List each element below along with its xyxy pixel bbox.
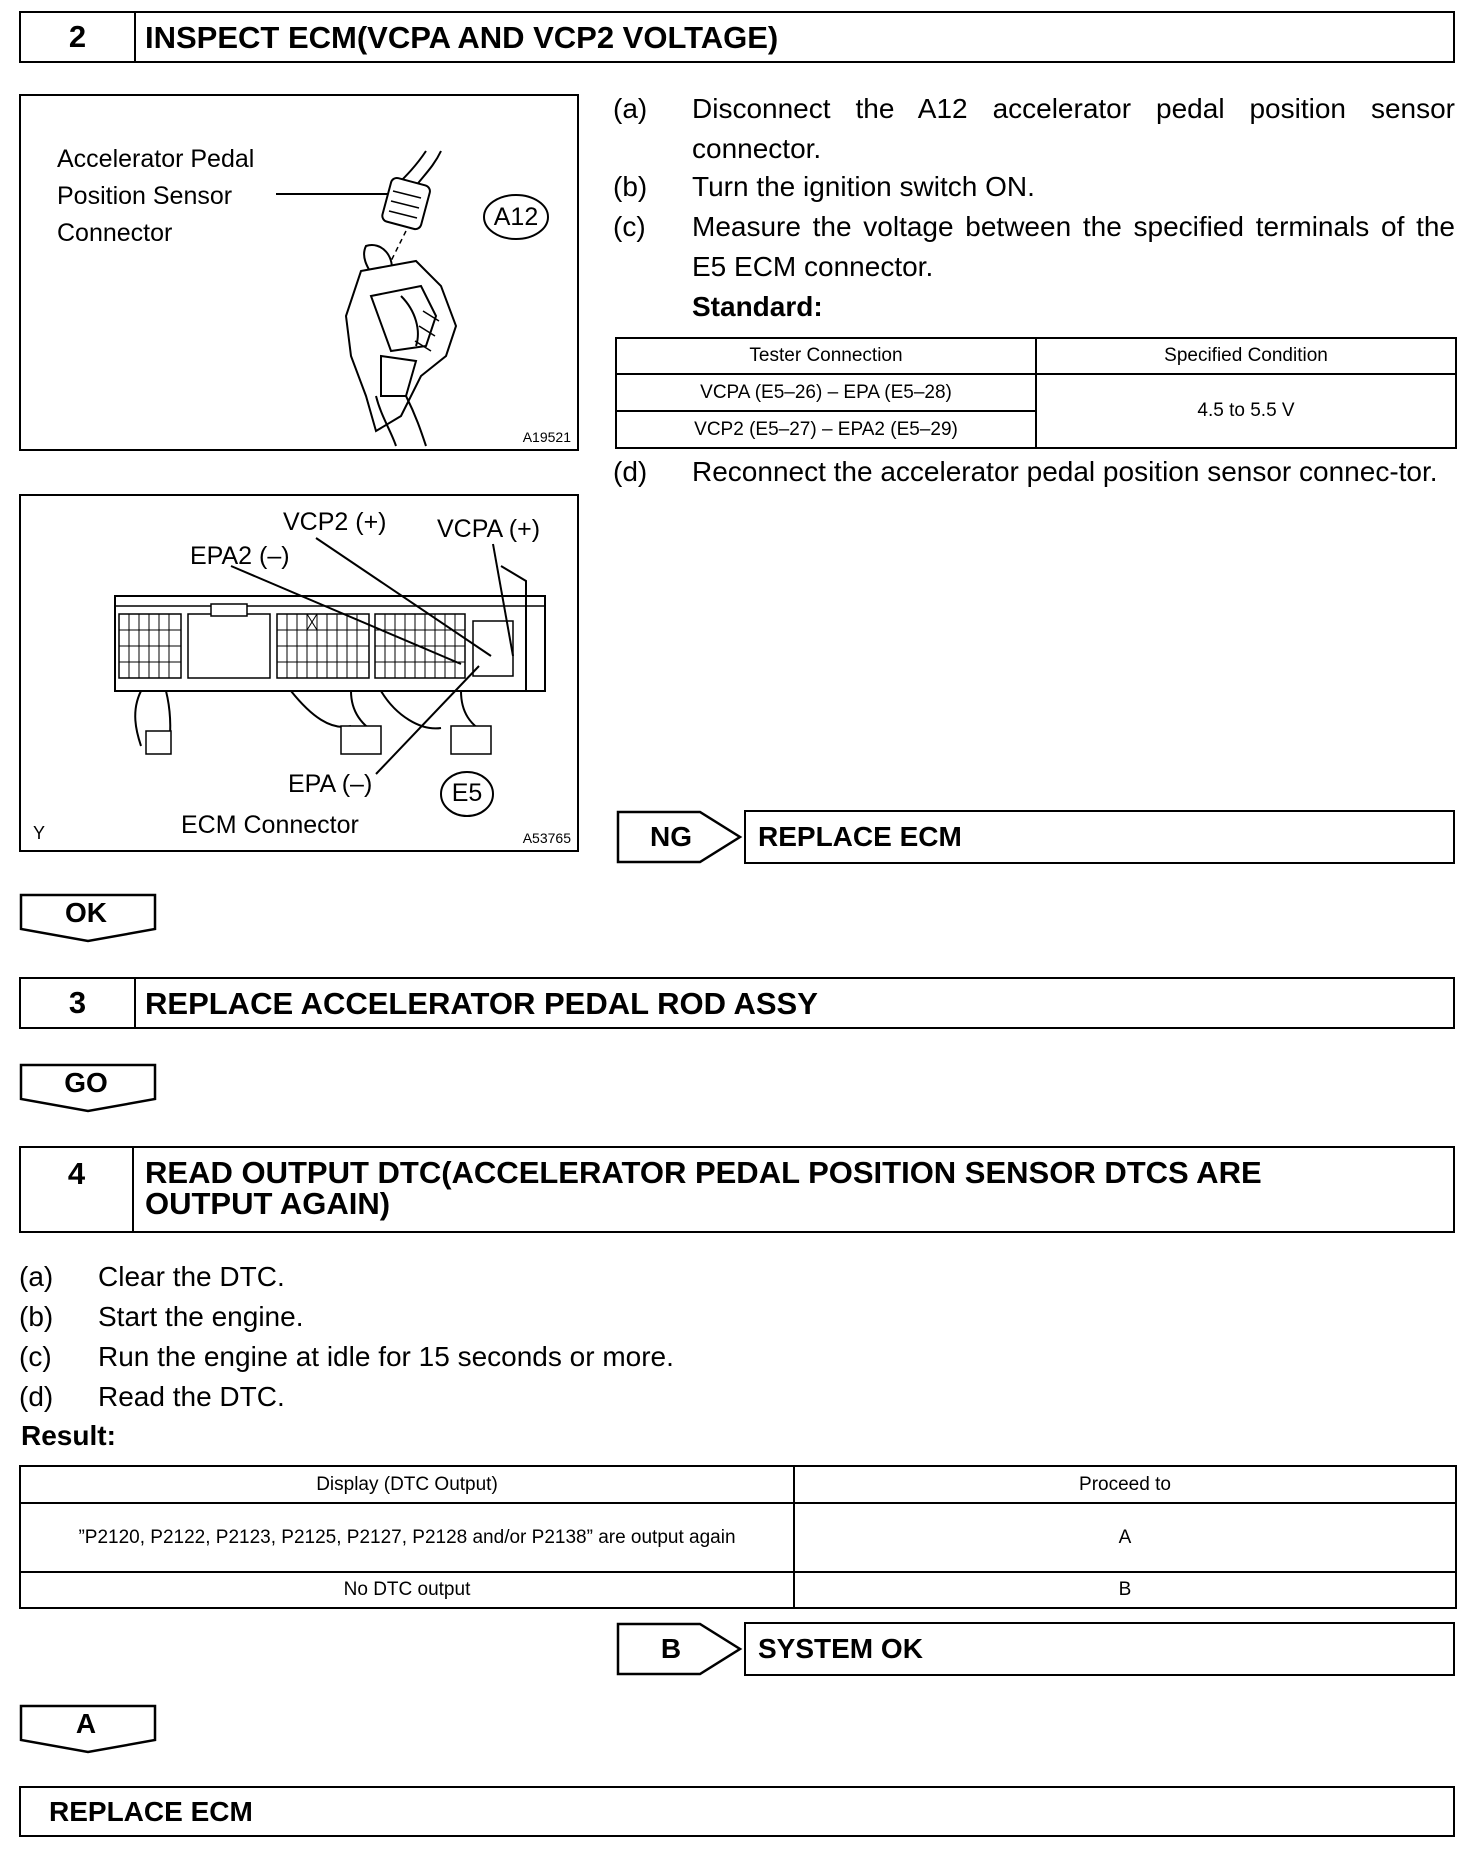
ecm-connector-caption: ECM Connector: [181, 811, 359, 839]
step-title-line1: READ OUTPUT DTC(ACCELERATOR PEDAL POSITION SENSOR DTCS ARE: [145, 1155, 1262, 1190]
instruction-a: [613, 89, 1455, 169]
step-title: INSPECT ECM(VCPA AND VCP2 VOLTAGE): [145, 19, 779, 55]
step-2-header: [19, 11, 1455, 63]
result-table: [19, 1465, 1457, 1609]
step-number: 4: [21, 1148, 134, 1231]
instruction-text: Read the DTC.: [98, 1381, 285, 1412]
instruction-b: [613, 167, 1455, 207]
ng-label: NG: [650, 821, 692, 852]
epa2-terminal-label: EPA2 (–): [190, 542, 290, 570]
go-label: GO: [64, 1067, 108, 1098]
standard-label: Standard:: [692, 291, 823, 322]
instruction-text: Run the engine at idle for 15 seconds or more.: [98, 1341, 674, 1372]
step-3-header: [19, 977, 1455, 1029]
figure-label-line3: Connector: [57, 219, 173, 247]
instruction-text: Reconnect the accelerator pedal position sensor connec-tor.: [692, 456, 1438, 487]
step4-instruction-b: [19, 1297, 1019, 1337]
step4-instruction-d: [19, 1377, 1019, 1417]
result-label: Result:: [21, 1420, 116, 1451]
table-cell: VCP2 (E5–27) – EPA2 (E5–29): [616, 411, 1036, 448]
vcp2-terminal-label: VCP2 (+): [283, 508, 387, 536]
instruction-label: (d): [19, 1381, 54, 1412]
instruction-label: (c): [19, 1341, 52, 1372]
instruction-label: (a): [613, 93, 648, 124]
sensor-connector-drawing: [21, 96, 576, 448]
b-action-text: SYSTEM OK: [758, 1633, 923, 1664]
step4-instruction-a: [19, 1257, 1019, 1297]
vcpa-terminal-label: VCPA (+): [437, 515, 541, 543]
instruction-c: [613, 207, 1455, 287]
instruction-text: Turn the ignition switch ON.: [692, 171, 1035, 202]
b-action-box: [744, 1622, 1455, 1676]
a-label: A: [75, 1708, 97, 1739]
instruction-text: Disconnect the A12 accelerator pedal position sensor connector.: [692, 93, 1455, 164]
epa-terminal-label: EPA (–): [288, 770, 373, 798]
step-number: 3: [21, 979, 136, 1027]
step-number: 2: [21, 13, 136, 61]
ok-label: OK: [65, 897, 107, 928]
figure-label-line1: Accelerator Pedal: [57, 145, 255, 173]
step-title: REPLACE ACCELERATOR PEDAL ROD ASSY: [145, 985, 818, 1021]
b-label: B: [660, 1633, 682, 1664]
instruction-label: (d): [613, 456, 648, 487]
ng-action-text: REPLACE ECM: [758, 821, 962, 852]
table-cell: No DTC output: [20, 1572, 794, 1608]
final-action-text: REPLACE ECM: [49, 1795, 253, 1827]
ng-action-box: [744, 810, 1455, 864]
instruction-text: Clear the DTC.: [98, 1261, 285, 1292]
figure-id: A19521: [522, 429, 571, 445]
figure-label-line2: Position Sensor: [57, 182, 233, 210]
ecm-connector-drawing: [21, 496, 576, 849]
connector-tag-e5: E5: [451, 779, 483, 807]
standard-table: [615, 337, 1457, 449]
table-header: Proceed to: [794, 1466, 1456, 1503]
sensor-connector-figure: [19, 94, 579, 451]
instruction-label: (b): [613, 171, 648, 202]
ecm-connector-figure: [19, 494, 579, 852]
instruction-text: Start the engine.: [98, 1301, 304, 1332]
final-action-box: [19, 1786, 1455, 1837]
step-title-line2: OUTPUT AGAIN): [145, 1186, 391, 1221]
table-cell: 4.5 to 5.5 V: [1036, 374, 1456, 448]
step-title: [145, 1148, 1443, 1231]
instruction-label: (a): [19, 1261, 54, 1292]
table-cell: A: [794, 1503, 1456, 1572]
table-header: Display (DTC Output): [20, 1466, 794, 1503]
instruction-label: (b): [19, 1301, 54, 1332]
instruction-d: [613, 452, 1455, 532]
figure-id: A53765: [522, 830, 571, 846]
table-cell: B: [794, 1572, 1456, 1608]
instruction-text: Measure the voltage between the specified terminals of the E5 ECM connector.: [692, 211, 1455, 282]
corner-mark: Y: [33, 823, 46, 843]
table-cell: ”P2120, P2122, P2123, P2125, P2127, P2128 and/or P2138” are output again: [20, 1503, 794, 1572]
connector-tag-a12: A12: [493, 203, 539, 231]
step-4-header: [19, 1146, 1455, 1233]
table-header: Specified Condition: [1036, 338, 1456, 374]
instruction-label: (c): [613, 211, 646, 242]
table-cell: VCPA (E5–26) – EPA (E5–28): [616, 374, 1036, 411]
table-header: Tester Connection: [616, 338, 1036, 374]
step4-instruction-c: [19, 1337, 1019, 1377]
